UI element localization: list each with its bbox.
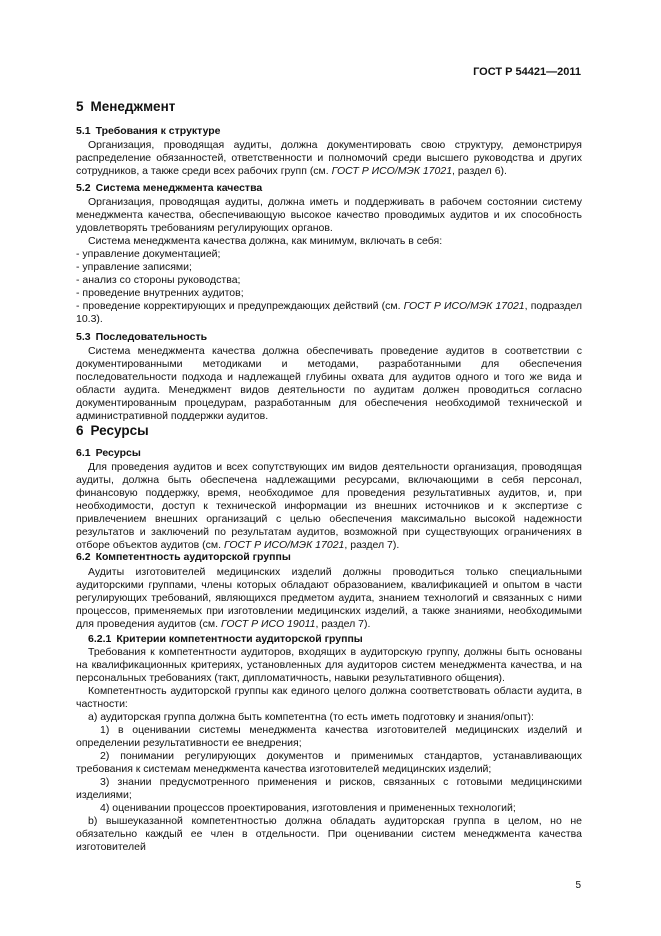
list-item-a2: 2) понимании регулирующих документов и применимых стандартов, устанавливающих требования к системам менеджмента качества изготовителей медицинских изделий; bbox=[76, 750, 582, 775]
section-number: 6.1 bbox=[76, 447, 91, 459]
section-5-2-heading bbox=[76, 182, 262, 194]
list-item: - проведение корректирующих и предупреждающих действий (см. ГОСТ Р ИСО/МЭК 17021, подраздел 10.3). bbox=[76, 300, 583, 325]
list-item: - анализ со стороны руководства; bbox=[76, 274, 241, 286]
section-6-2-heading bbox=[76, 551, 291, 563]
section-number: 6 bbox=[76, 423, 84, 438]
section-number: 6.2 bbox=[76, 551, 91, 563]
section-title: Последовательность bbox=[95, 331, 208, 343]
section-title: Ресурсы bbox=[90, 423, 149, 438]
page-number: 5 bbox=[575, 880, 581, 891]
standard-reference: ГОСТ Р ИСО/МЭК 17021 bbox=[223, 539, 345, 551]
standard-reference: ГОСТ Р ИСО/МЭК 17021 bbox=[331, 165, 453, 177]
section-5-1-text: Организация, проводящая аудиты, должна документировать свою структуру, демонстрируя распределение обязанностей, ответственности и полномочий среди высшего руководства и других сотрудников, а также среди всех рабочих групп (см. ГОСТ Р ИСО/МЭК 17021, раздел 6). bbox=[76, 139, 582, 177]
list-item: - проведение внутренних аудитов; bbox=[76, 287, 244, 299]
list-item-b: b) вышеуказанной компетентностью должна обладать аудиторская группа в целом, но не обязательно каждый ее член в отдельности. При оценивании систем менеджмента качества изготовителей bbox=[76, 815, 582, 853]
list-item-a1: 1) в оценивании системы менеджмента качества изготовителей медицинских изделий и определении результативности ее внедрения; bbox=[76, 724, 582, 749]
section-6-2-1-heading bbox=[88, 633, 363, 645]
section-title: Требования к структуре bbox=[95, 125, 221, 137]
section-number: 5.2 bbox=[76, 182, 91, 194]
list-item: - управление записями; bbox=[76, 261, 192, 273]
document-number: ГОСТ Р 54421—2011 bbox=[473, 66, 581, 78]
section-title: Компетентность аудиторской группы bbox=[95, 551, 291, 563]
list-item-a4: 4) оценивании процессов проектирования, изготовления и примененных технологий; bbox=[100, 802, 516, 814]
section-5-3-text: Система менеджмента качества должна обеспечивать проведение аудитов в соответствии с документированными методиками и методами, разработанными для обеспечения последовательности подхода и надлежащей глубины охвата для аудитов одного и того же вида и области аудита. Менеджмент видов деятельности по аудитам должен проводиться согласно документированным процедурам, разработанным для обеспечения необходимой технической и административной поддержки аудитов. bbox=[76, 345, 582, 422]
section-6-2-1-text: Требования к компетентности аудиторов, входящих в аудиторскую группу, должны быть основаны на квалификационных критериях, установленных для аудиторов систем менеджмента качества, и на персональных требованиях (такт, дипломатичность, навыки результативного общения). bbox=[76, 646, 582, 684]
section-5-1-heading bbox=[76, 125, 221, 137]
section-6-heading bbox=[76, 423, 149, 438]
section-6-1-text: Для проведения аудитов и всех сопутствующих им видов деятельности организация, проводящая аудиты, должна быть обеспечена надлежащими ресурсами, включающими в себя персонал, финансовую поддержку, время, необходимое для проведения результативных аудитов, и, при необходимости, доступ к технической информации из внешних источников и к экспертизе с привлечением внешних организаций с целью обеспечения максимально высокой надежности результатов и заключений по результатам аудитов, возможной при существующих ограничениях в отборе объектов аудитов (см. ГОСТ Р ИСО/МЭК 17021, раздел 7). bbox=[76, 461, 582, 551]
list-item-a: a) аудиторская группа должна быть компетентна (то есть иметь подготовку и знания/опыт): bbox=[88, 711, 534, 723]
section-number: 5.3 bbox=[76, 331, 91, 343]
section-number: 6.2.1 bbox=[88, 633, 112, 645]
section-6-2-text: Аудиты изготовителей медицинских изделий должны проводиться только специальными аудиторскими группами, члены которых обладают образованием, квалификацией и опытом в части регулирующих требований, являющихся предметом аудита, знанием технологий и связанных с ними процессов, применяемых при изготовлении медицинских изделий, а также знаниями, необходимыми для проведения аудитов (см. ГОСТ Р ИСО 19011, раздел 7). bbox=[76, 566, 582, 630]
section-5-2-intro: Система менеджмента качества должна, как минимум, включать в себя: bbox=[88, 235, 443, 247]
section-5-3-heading bbox=[76, 331, 207, 343]
section-title: Менеджмент bbox=[90, 99, 176, 114]
section-6-1-heading bbox=[76, 447, 141, 459]
section-title: Критерии компетентности аудиторской группы bbox=[116, 633, 363, 645]
section-title: Система менеджмента качества bbox=[95, 182, 263, 194]
section-number: 5.1 bbox=[76, 125, 91, 137]
section-6-2-1-text-2: Компетентность аудиторской группы как единого целого должна соответствовать области аудита, в частности: bbox=[76, 685, 582, 710]
section-5-2-text: Организация, проводящая аудиты, должна иметь и поддерживать в рабочем состоянии систему менеджмента качества, обеспечивающую высокое качество проводимых аудитов и их способность удовлетворять требованиям регулирующих органов. bbox=[76, 196, 582, 234]
section-5-heading bbox=[76, 99, 175, 114]
list-item: - управление документацией; bbox=[76, 248, 221, 260]
list-item-a3: 3) знании предусмотренного применения и рисков, связанных с готовыми медицинскими изделиями; bbox=[76, 776, 582, 801]
standard-reference: ГОСТ Р ИСО/МЭК 17021 bbox=[403, 300, 525, 312]
standard-reference: ГОСТ Р ИСО 19011 bbox=[220, 618, 316, 630]
section-number: 5 bbox=[76, 99, 84, 114]
section-title: Ресурсы bbox=[95, 447, 141, 459]
